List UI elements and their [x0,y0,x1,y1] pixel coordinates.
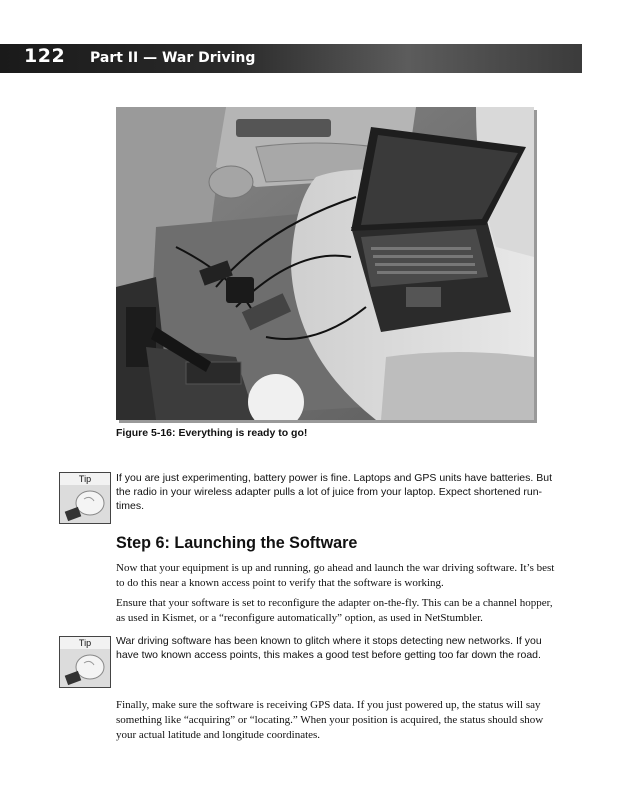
figure-caption [116,427,307,439]
running-header-band [0,44,582,73]
figure-label: Figure 5-16: [116,427,176,439]
tip-box [59,472,111,524]
body-paragraph: Now that your equipment is up and running, go ahead and launch the war driving software. It’s best to do this near a known access point to verify that the software is working. [116,562,555,589]
part-title: Part II — War Driving [90,50,256,66]
tip-label: Tip [60,637,110,650]
tip-text: War driving software has been known to glitch where it stops detecting new networks. If you have two known access points, this makes a good test before getting too far down the road. [116,635,542,661]
section-heading: Step 6: Launching the Software [116,533,358,552]
page-number: 122 [24,45,66,67]
body-paragraph: Ensure that your software is set to reconfigure the adapter on-the-fly. This can be a channel hopper, as used in Kismet, or a “reconfigure automatically” option, as used in NetStumbler. [116,597,553,624]
tip-label: Tip [60,473,110,486]
figure-photo-laptop-in-car [116,107,534,420]
lightbulb-icon [60,485,110,523]
figure-caption-text: Everything is ready to go! [178,427,308,439]
tip-box [59,636,111,688]
body-paragraph: Finally, make sure the software is receiving GPS data. If you just powered up, the status will say something like “acquiring” or “locating.” When your position is acquired, the status should show your actual latitude and longitude coordinates. [116,699,544,741]
lightbulb-icon [60,649,110,687]
tip-text: If you are just experimenting, battery power is fine. Laptops and GPS units have batteries. But the radio in your wireless adapter pulls a lot of juice from your laptop. Expect shortened run-times. [116,472,552,512]
